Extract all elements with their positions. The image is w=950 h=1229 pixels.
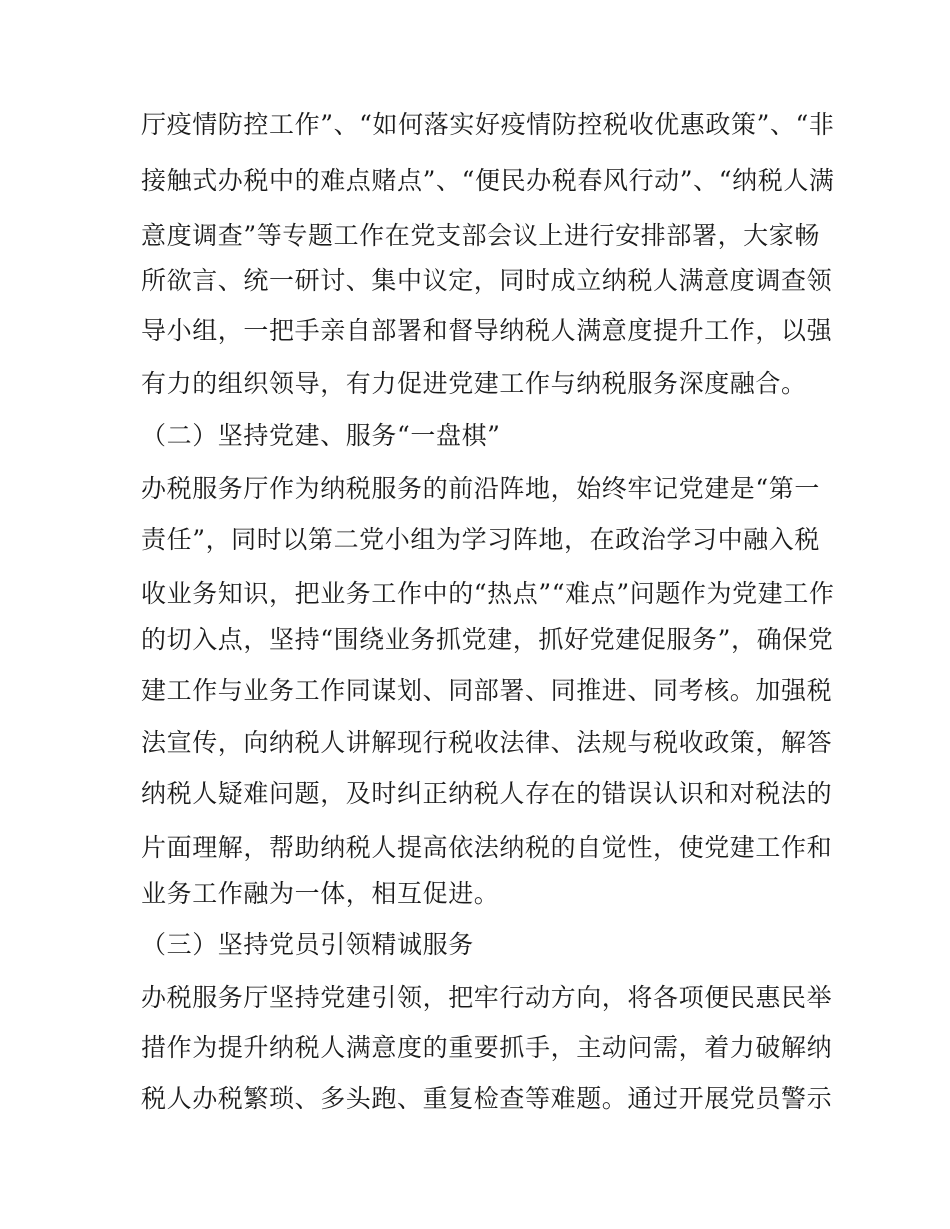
text-line: 办税服务厅坚持党建引领，把牢行动方向，将各项便民惠民举 — [141, 983, 833, 1012]
text-line: 接触式办税中的难点赌点”、“便民办税春风行动”、“纳税人满 — [141, 166, 835, 195]
text-line: 收业务知识，把业务工作中的“热点”“难点”问题作为党建工作 — [141, 579, 835, 608]
text-line: 建工作与业务工作同谋划、同部署、同推进、同考核。加强税 — [141, 676, 833, 705]
text-line: 法宣传，向纳税人讲解现行税收法律、法规与税收政策，解答 — [141, 728, 833, 757]
text-line: 办税服务厅作为纳税服务的前沿阵地，始终牢记党建是“第一 — [141, 474, 820, 503]
text-line: 意度调查”等专题工作在党支部会议上进行安排部署，大家畅 — [141, 221, 820, 250]
text-line: 业务工作融为一体，相互促进。 — [141, 879, 500, 908]
text-line: 所欲言、统一研讨、集中议定，同时成立纳税人满意度调查领 — [141, 266, 833, 295]
text-line: 导小组，一把手亲自部署和督导纳税人满意度提升工作，以强 — [141, 316, 833, 345]
text-line: 税人办税繁琐、多头跑、重复检查等难题。通过开展党员警示 — [141, 1084, 833, 1113]
section-heading-3: （三）坚持党员引领精诚服务 — [141, 930, 474, 959]
text-line: 责任”，同时以第二党小组为学习阵地，在政治学习中融入税 — [141, 525, 820, 554]
text-line: 有力的组织领导，有力促进党建工作与纳税服务深度融合。 — [141, 369, 807, 398]
section-heading-2: （二）坚持党建、服务“一盘棋” — [141, 421, 501, 450]
text-line: 措作为提升纳税人满意度的重要抓手，主动问需，着力破解纳 — [141, 1033, 833, 1062]
text-line: 片面理解，帮助纳税人提高依法纳税的自觉性，使党建工作和 — [141, 833, 833, 862]
text-line: 纳税人疑难问题，及时纠正纳税人存在的错误认识和对税法的 — [141, 779, 833, 808]
text-line: 的切入点，坚持“围绕业务抓党建，抓好党建促服务”，确保党 — [141, 625, 834, 654]
text-line: 厅疫情防控工作”、“如何落实好疫情防控税收优惠政策”、“非 — [141, 110, 835, 139]
